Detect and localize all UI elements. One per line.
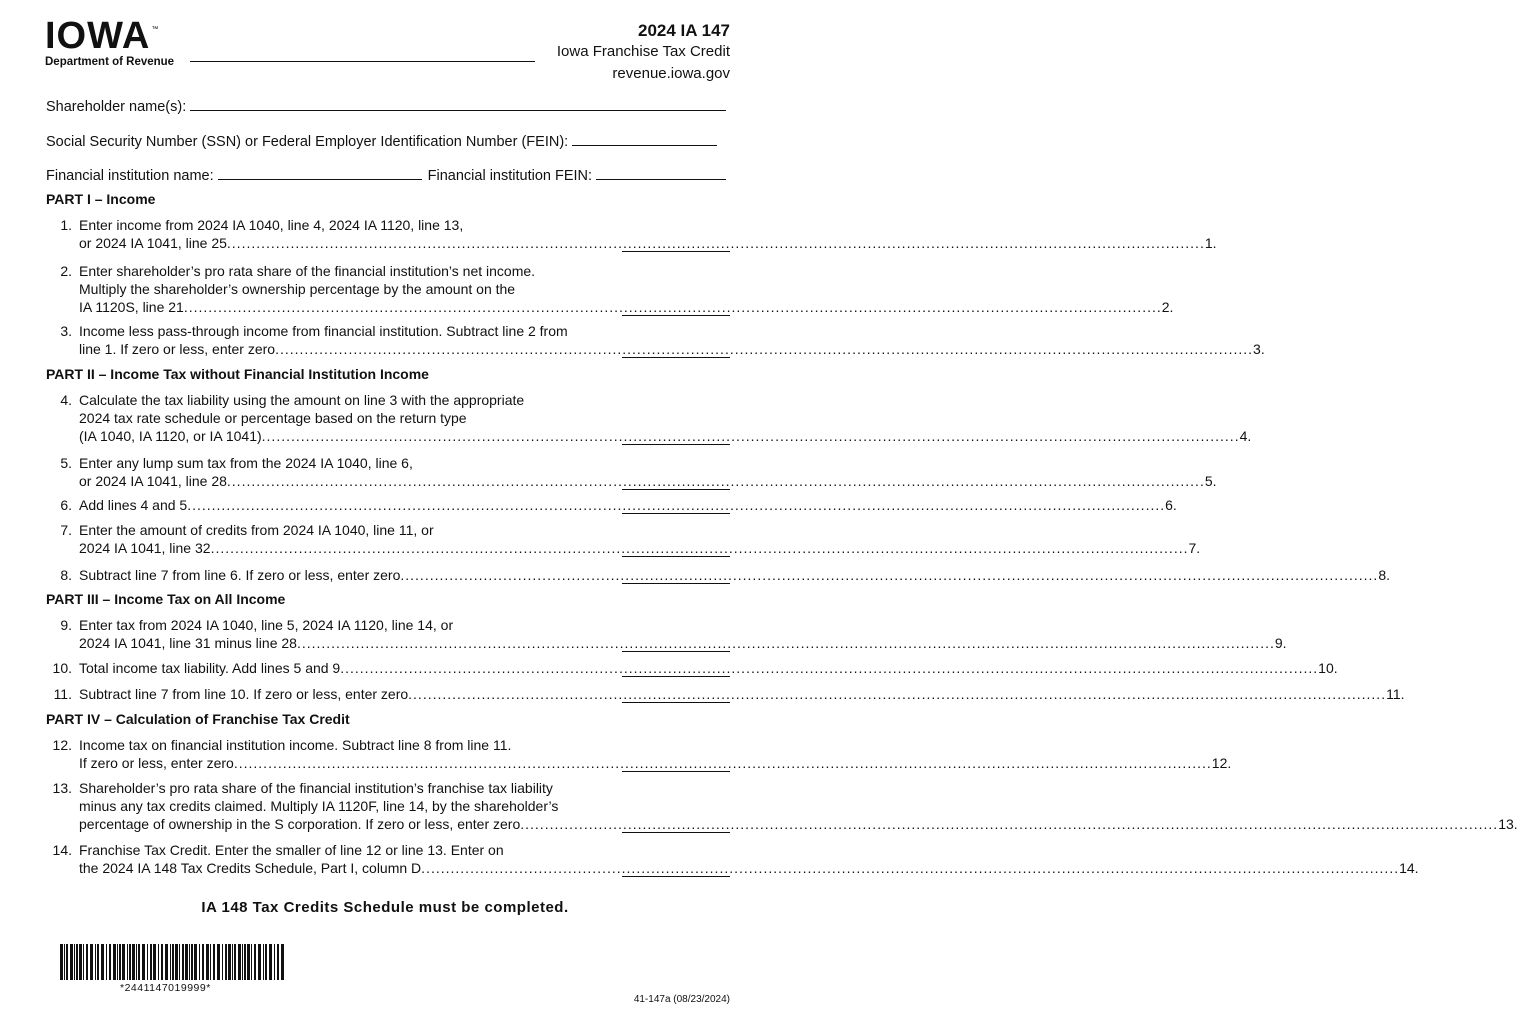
form-title: Iowa Franchise Tax Credit [556,43,730,60]
form-url: revenue.iowa.gov [612,65,730,82]
line-3 [46,322,1265,358]
leader-dots: ........................................................................................................................................................................................................ [408,686,1387,702]
shareholder-name-field [46,96,726,115]
line-amount-input[interactable] [622,301,730,316]
line-last-row [79,298,1174,316]
line-6 [46,496,1177,514]
part-2-heading: PART II – Income Tax without Financial Institution Income [46,366,429,382]
line-number: 8. [60,567,72,583]
leader-dots: ........................................................................................................................................................................................................ [400,567,1379,583]
line-description [79,616,1287,652]
line-text: Subtract line 7 from line 10. If zero or less, enter zero [79,686,409,702]
logo-wordmark [45,10,174,56]
line-amount-input[interactable] [622,237,730,252]
line-number: 1. [60,217,72,233]
line-text: 2024 IA 1041, line 31 minus line 28 [79,635,297,651]
line-number: 4. [60,392,72,408]
line-12 [46,736,1232,772]
line-reference: 13. [1498,816,1518,832]
leader-dots: ........................................................................................................................................................................................................ [210,540,1189,556]
line-last-row [79,754,1232,772]
line-amount-input[interactable] [622,757,730,772]
line-last-row [79,659,1338,677]
line-reference: 4. [1239,428,1252,444]
line-reference: 7. [1188,540,1201,556]
line-2 [46,262,1174,316]
line-text: (IA 1040, IA 1120, or IA 1041) [79,428,262,444]
line-number: 9. [60,617,72,633]
line-text: 2024 IA 1041, line 32 [79,540,211,556]
line-amount-input[interactable] [622,430,730,445]
iowa-logo [45,10,174,68]
line-reference: 2. [1161,299,1174,315]
part-1-heading: PART I – Income [46,191,156,207]
header-divider [190,61,535,62]
line-number: 5. [60,455,72,471]
line-reference: 14. [1399,860,1419,876]
line-10 [46,659,1338,677]
line-number: 3. [60,323,72,339]
line-text: Subtract line 7 from line 6. If zero or less, enter zero [79,567,401,583]
line-reference: 10. [1318,660,1338,676]
logo-text: IOWA [45,15,151,57]
line-reference: 9. [1274,635,1287,651]
line-description [79,779,1518,833]
line-9 [46,616,1287,652]
line-text: percentage of ownership in the S corporation. If zero or less, enter zero [79,816,521,832]
line-description [79,841,1419,877]
line-amount-input[interactable] [622,542,730,557]
line-text: Total income tax liability. Add lines 5 and 9 [79,660,341,676]
line-description [79,659,1338,677]
line-reference: 8. [1378,567,1390,583]
line-number: 7. [60,522,72,538]
line-description [79,262,1174,316]
line-reference: 6. [1165,497,1177,513]
financial-institution-fein-input[interactable] [596,165,726,180]
line-description [79,521,1201,557]
leader-dots: ........................................................................................................................................................................................................ [226,473,1205,489]
line-text: Enter tax from 2024 IA 1040, line 5, 2024 IA 1120, line 14, or [79,617,454,633]
line-amount-input[interactable] [622,475,730,490]
shareholder-name-input[interactable] [190,96,726,111]
line-amount-input[interactable] [622,818,730,833]
line-14 [46,841,1419,877]
ssn-fein-label: Social Security Number (SSN) or Federal Employer Identification Number (FEIN): [46,134,569,150]
line-text: Enter any lump sum tax from the 2024 IA 1040, line 6, [79,455,413,471]
line-last-row [79,340,1265,358]
line-amount-input[interactable] [622,499,730,514]
line-1 [46,216,1217,252]
line-description [79,685,1405,703]
ssn-fein-field [46,131,717,150]
line-last-row [79,496,1177,514]
line-reference: 5. [1204,473,1217,489]
line-description [79,736,1232,772]
line-last-row [79,685,1405,703]
line-text: Calculate the tax liability using the amount on line 3 with the appropriate [79,392,525,408]
line-11 [46,685,1405,703]
line-description [79,454,1217,490]
financial-institution-name-input[interactable] [218,165,422,180]
line-description [79,391,1252,445]
line-text: line 1. If zero or less, enter zero [79,341,276,357]
shareholder-name-label: Shareholder name(s): [46,99,187,115]
line-text: Income less pass-through income from financial institution. Subtract line 2 from [79,323,568,339]
leader-dots: ........................................................................................................................................................................................................ [340,660,1319,676]
line-text: Enter shareholder’s pro rata share of the financial institution’s net income. [79,263,536,279]
line-reference: 1. [1204,235,1217,251]
leader-dots: ........................................................................................................................................................................................................ [183,299,1162,315]
line-text: Franchise Tax Credit. Enter the smaller of line 12 or line 13. Enter on [79,842,504,858]
form-header [557,20,730,84]
line-reference: 3. [1253,341,1265,357]
line-amount-input[interactable] [622,662,730,677]
department-name: Department of Revenue [45,56,175,68]
line-number: 11. [53,686,72,702]
line-number: 6. [60,497,72,513]
line-number: 12. [52,737,72,753]
leader-dots: ........................................................................................................................................................................................................ [296,635,1275,651]
line-text: or 2024 IA 1041, line 28 [79,473,227,489]
leader-dots: ........................................................................................................................................................................................................ [226,235,1205,251]
line-text: Enter the amount of credits from 2024 IA 1040, line 11, or [79,522,434,538]
line-7 [46,521,1201,557]
line-amount-input[interactable] [622,343,730,358]
line-8 [46,566,1390,584]
line-amount-input[interactable] [622,688,730,703]
line-number: 13. [52,780,72,796]
line-text: IA 1120S, line 21 [79,299,184,315]
line-last-row [79,859,1419,877]
line-text: Add lines 4 and 5 [79,497,188,513]
line-last-row [79,427,1252,445]
line-description [79,566,1390,584]
line-description [79,216,1217,252]
financial-institution-fein-label: Financial institution FEIN: [427,168,593,184]
logo-trademark: ™ [151,26,160,33]
barcode-text: *2441147019999* [120,982,211,994]
leader-dots: ........................................................................................................................................................................................................ [187,497,1166,513]
ssn-fein-input[interactable] [572,131,717,146]
leader-dots: ........................................................................................................................................................................................................ [275,341,1254,357]
line-last-row [79,634,1287,652]
leader-dots: ........................................................................................................................................................................................................ [421,860,1400,876]
line-number: 14. [52,842,72,858]
line-description [79,322,1265,358]
part-3-heading: PART III – Income Tax on All Income [46,591,286,607]
line-number: 10. [52,660,72,676]
line-reference: 12. [1211,755,1232,771]
part-4-heading: PART IV – Calculation of Franchise Tax Credit [46,711,350,727]
leader-dots: ........................................................................................................................................................................................................ [520,816,1499,832]
line-amount-input[interactable] [622,569,730,584]
leader-dots: ........................................................................................................................................................................................................ [233,755,1212,771]
line-description [79,496,1177,514]
line-text: Income tax on financial institution income. Subtract line 8 from line 11. [79,737,512,753]
form-id: 2024 IA 147 [638,21,730,40]
line-amount-input[interactable] [622,637,730,652]
line-text: Enter income from 2024 IA 1040, line 4, 2024 IA 1120, line 13, [79,217,464,233]
financial-institution-field [46,165,726,184]
line-last-row [79,234,1217,252]
line-text: minus any tax credits claimed. Multiply IA 1120F, line 14, by the shareholder’s [79,798,559,814]
line-last-row [79,539,1201,557]
line-4 [46,391,1252,445]
line-amount-input[interactable] [622,862,730,877]
line-text: Multiply the shareholder’s ownership percentage by the amount on the [79,281,516,297]
financial-institution-name-label: Financial institution name: [46,168,214,184]
line-last-row [79,472,1217,490]
line-text: Shareholder’s pro rata share of the financial institution’s franchise tax liability [79,780,553,796]
line-5 [46,454,1217,490]
line-last-row [79,566,1390,584]
line-text: 2024 tax rate schedule or percentage based on the return type [79,410,467,426]
line-13 [46,779,1518,833]
completion-notice: IA 148 Tax Credits Schedule must be completed. [201,899,569,916]
line-reference: 11. [1386,686,1405,702]
line-text: or 2024 IA 1041, line 25 [79,235,227,251]
form-revision: 41-147a (08/23/2024) [633,994,730,1005]
barcode-icon [60,944,286,980]
line-text: the 2024 IA 148 Tax Credits Schedule, Part I, column D [79,860,422,876]
line-last-row [79,815,1518,833]
line-number: 2. [60,263,72,279]
line-text: If zero or less, enter zero [79,755,234,771]
leader-dots: ........................................................................................................................................................................................................ [261,428,1240,444]
